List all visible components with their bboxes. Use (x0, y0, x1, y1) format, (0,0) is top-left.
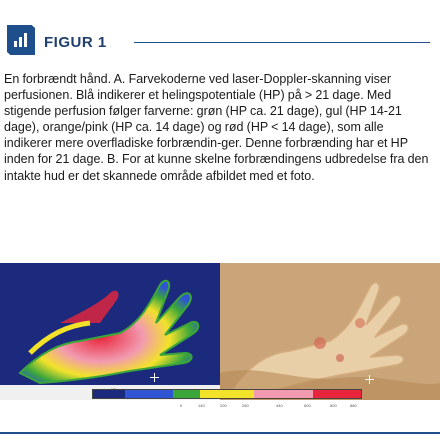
scale-ticks (180, 403, 360, 409)
figure-caption (4, 71, 434, 184)
bottom-rule (0, 432, 440, 434)
figure-images (0, 263, 440, 400)
scale-tick: 140 (198, 403, 205, 408)
scale-tick: 0 (180, 403, 183, 408)
scale-tick: 800 (330, 403, 337, 408)
scale-tick: 880 (350, 403, 357, 408)
crosshair-icon (365, 375, 374, 384)
color-scale (92, 389, 362, 399)
laser-doppler-scan-image (0, 263, 220, 385)
scale-swatch (173, 390, 200, 398)
scale-swatch (93, 390, 125, 398)
scale-tick: 200 (220, 403, 227, 408)
figure-title: FIGUR 1 (44, 34, 107, 51)
header-rule (134, 42, 430, 43)
scale-tick: 600 (304, 403, 311, 408)
scale-swatch (254, 390, 313, 398)
scale-swatch (125, 390, 173, 398)
hand-photo (220, 263, 440, 400)
scale-tick: 440 (276, 403, 283, 408)
scale-swatch (200, 390, 254, 398)
laser-doppler-hand-scan (0, 263, 220, 385)
figure-header (0, 22, 440, 60)
hand-photo-image (220, 263, 440, 400)
crosshair-icon (150, 373, 159, 382)
bar-chart-icon (7, 25, 35, 55)
scale-tick: 260 (242, 403, 249, 408)
caption-text: En forbrændt hånd. A. Farvekoderne ved laser-Doppler-skanning viser perfusionen. Blå indikerer et helingspotentiale (HP) på > 21 dage. Med stigende perfusion følger farverne: grøn (HP ca. 21 dage), gul (HP 14-21 dage), orange/pink (HP ca. 14 dage) og rød (HP < 14 dage), som alle indikerer mere overfladiske forbrændin-ger. Denne forbrænding har et HP inden for 21 dage. B. For at kunne skelne forbrændingens udbredelse fra den intakte hud er det skannede område afbildet med et foto. (4, 72, 429, 183)
scale-swatch (313, 390, 361, 398)
